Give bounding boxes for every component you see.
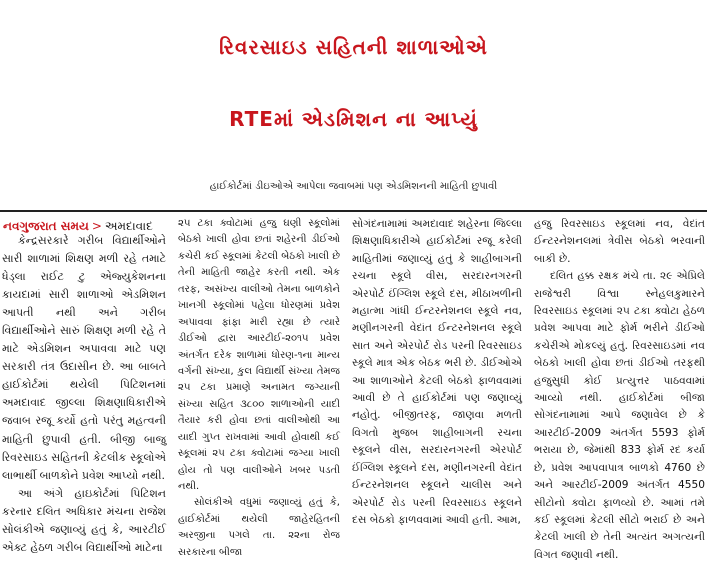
article-paragraph: હજુ રિવરસાઇડ સ્કૂલમાં નવ, વેદાંત ઈન્ટરનેશનલમાં ત્રેવીસ બેઠકો ભરવાની બાકી છે. bbox=[534, 218, 705, 265]
article-paragraph: કેન્દ્રસરકારે ગરીબ વિદ્યાર્થીઓને સારી શાળામાં શિક્ષણ મળી રહે તમાટે ધેડ્લા રાઈટ ટુ એજ્યુકેશનના કાયદામાં સારી શાળાઓ એડમિશન આપતી નથી અને ગરીબ વિદ્યાર્થીઓને સારું શિક્ષણ મળી રહે તે માટે એડમિશન અપાવવા માટે પણ સરકારી તંત્ર ઉદાસીન છે. આ બાબતે હાઈકોર્ટમાં થયેલી પિટિશનમાં અમદાવાદ જીલ્લા શિક્ષણાધિકારીએ જવાબ રજૂ કર્યો હતો પરંતુ મહત્વની માહિતી છુપાવી હતી. બીજી બાજુ રિવરસાઇડ સહિતની કેટલીક સ્કૂલોએ લાભાર્થી બાળકોને પ્રવેશ આપ્યો નથી. bbox=[2, 234, 166, 482]
article-column-4 bbox=[534, 216, 705, 564]
article-paragraph: સોલંકીએ વધુમાં જણાવ્યું હતું કે, હાઈકોર્ટમાં થયેલી જાહેરહિતની અરજીના પગલે તા. ૨૨ના રોજ સરકારના બીજા bbox=[178, 497, 340, 558]
article-paragraph: ૨૫ ટકા ક્વોટામાં હજુ ઘણી સ્કૂલોમાં બેઠકો ખાલી હોવા છતાં શહેરની ડીઈઓ કચેરી કઈ સ્કૂલમાં કેટલી બેઠકો ખાલી છે તેની માહિતી જાહેર કરતી નથી. એક તરફ, અસંખ્ય વાલીઓ તેમના બાળકોને ખાનગી સ્કૂલોમાં પહેલા ધોરણમાં પ્રવેશ અપાવવા ફાંફા મારી રહ્યા છે ત્યારે ડીઈઓ દ્વારા આરટીઈ-૨૦૧૫ પ્રવેશ અંતર્ગત દરેક શાળામાં ધોરણ-૧ના માન્ય વર્ગની સંખ્યા, કુલ વિદ્યાર્થી સંખ્યા તેમજ ૨૫ ટકા પ્રમાણે અનામત જગ્યાની સંખ્યા સહિત ૩૮૦૦ શાળાઓની યાદી તૈયાર કરી હોવા છતાં વાલીઓથી આ યાદી ગુપ્ત રાખવામાં આવી હોવાથી કઈ સ્કૂલમાં ૨૫ ટકા ક્વોટામાં જગ્યા ખાલી હોય તો પણ વાલીઓને ખબર પડતી નથી. bbox=[178, 218, 340, 492]
divider bbox=[0, 210, 707, 212]
article-column-2 bbox=[178, 216, 340, 561]
article-column-3 bbox=[352, 216, 522, 529]
dateline-brand: નવગુજરાત સમય bbox=[3, 219, 89, 233]
article-paragraph: દલિત હક્ક રક્ષક મંચે તા. ૨૯ એપ્રિલે રાજેશ્વરી વિશ્વા સ્નેહલકુમારને રિવરસાઇડ સ્કૂલમાં ૨૫ ટકા ક્વોટા હેઠળ પ્રવેશ આપવા માટે ફોર્મ ભરીને ડીઈઓ કચેરીએ મોકલ્યું હતું. રિવરસાઇડમાં નવ બેઠકો ખાલી હોવા છતાં ડીઈઓ તરફથી હજુસુધી કોઈ પ્રત્યુત્તર પાઠવવામાં આવ્યો નથી. હાઈકોર્ટમાં બીજા સોગંદનામામાં આપે જણાવેલ છે કે આરટીઈ-2009 અંતર્ગત 5593 ફોર્મ ભરાયા છે, જેમાંથી 833 ફોર્મ રદ કર્યા છે, પ્રવેશ આપવાપાત્ર બાળકો 4760 છે અને આરટીઈ-2009 અંતર્ગત 4550 સીટોનો ક્વોટા ફાળવ્યો છે. આમાં તમે કઈ સ્કૂલમાં કેટલી સીટો ભરાઈ છે અને કેટલી ખાલી છે તેની અત્યંત અગત્યની વિગત જણાવી નથી. bbox=[534, 270, 705, 561]
subheadline: હાઈકોર્ટમાં ડીઇઓએ આપેલા જવાબમાં પણ એડમિશનની માહિતી છુપાવી bbox=[209, 181, 498, 192]
article-paragraph: આ અંગે હાઇકોર્ટમાં પિટિશન કરનાર દલિત અધિકાર મંચના રાજેશ સોલંકીએ જણાવ્યું હતું કે, આરટીઈ એક્ટ હેઠળ ગરીબ વિદ્યાર્થીઓ માટેના bbox=[2, 486, 166, 554]
headline-line-2: RTEમાં એડમિશન ના આપ્યું bbox=[229, 107, 478, 131]
article-column-1 bbox=[2, 232, 166, 557]
headline-line-1: રિવરસાઇડ સહિતની શાળાઓએ bbox=[219, 35, 488, 59]
dateline-city: અમદાવાદ bbox=[104, 219, 153, 233]
dateline-arrow: > bbox=[91, 219, 102, 233]
article-paragraph: સોગંદનામામાં અમદાવાદ શહેરના જિલ્લા શિક્ષણાધિકારીએ હાઈકોર્ટમાં રજૂ કરેલી માહિતીમાં જણાવ્યું હતું કે શાહીબાગની રચના સ્કૂલે વીસ, સરદારનગરની એરપોર્ટ ઈંગ્લિશ સ્કૂલે દસ, મીઠાખળીની મહાત્મા ગાંધી ઈન્ટરનેશનલ સ્કૂલે નવ, મણીનગરની વેદાંત ઈન્ટરનેશનલ સ્કૂલે સાત અને એરપોર્ટ રોડ પરની રિવરસાઇડ સ્કૂલે માત્ર એક બેઠક ભરી છે. ડીઈઓએ આ શાળાઓને કેટલી બેઠકો ફાળવવામાં આવી છે તે હાઈકોર્ટમાં પણ જણાવ્યું નહોતું. બીજીતરફ, જાણવા મળતી વિગતો મુજબ શાહીબાગની રચના સ્કૂલને વીસ, સરદારનગરની એરપોર્ટ ઈંગ્લિશ સ્કૂલને દસ, મણીનગરની વેદાંત ઈન્ટરનેશનલ સ્કૂલને ચાલીસ અને એરપોર્ટ રોડ પરની રિવરસાઇડ સ્કૂલને દસ બેઠકો ફાળવવામાં આવી હતી. આમ, bbox=[352, 218, 522, 526]
